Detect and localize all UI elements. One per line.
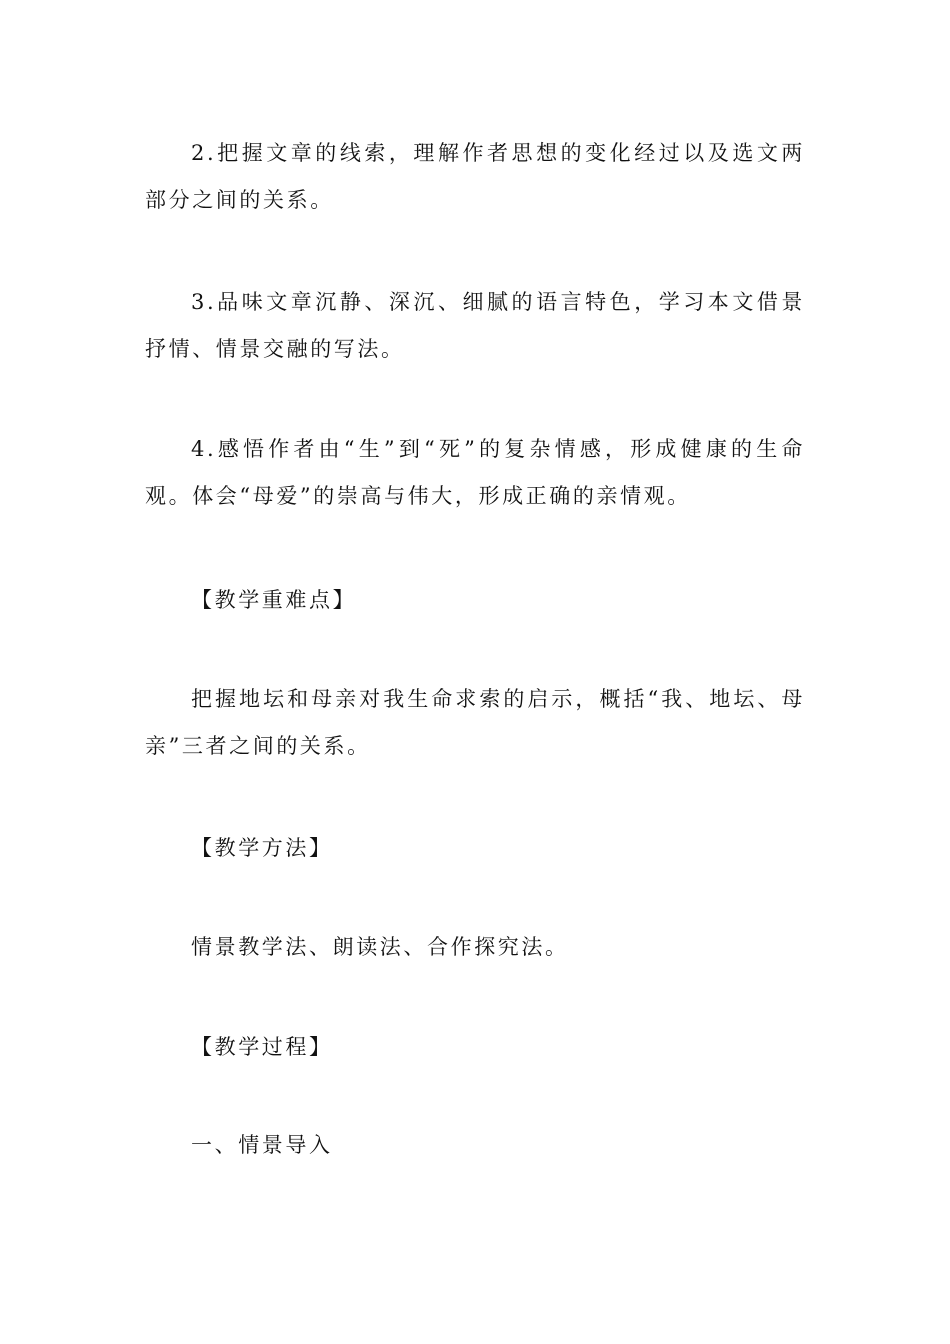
teaching-methods-paragraph: 情景教学法、朗读法、合作探究法。: [191, 935, 569, 959]
heading-teaching-process: 【教学过程】: [191, 1035, 333, 1059]
heading-key-points: 【教学重难点】: [191, 588, 357, 612]
objective-4-paragraph: 4.感悟作者由“生”到“死”的复杂情感，形成健康的生命观。体会“母爱”的崇高与伟大，形成正确的亲情观。: [145, 437, 805, 508]
heading-teaching-methods: 【教学方法】: [191, 836, 333, 860]
objective-2-paragraph: 2.把握文章的线索，理解作者思想的变化经过以及选文两部分之间的关系。: [145, 141, 805, 212]
objective-3-paragraph: 3.品味文章沉静、深沉、细腻的语言特色，学习本文借景抒情、情景交融的写法。: [145, 290, 805, 361]
process-step-1-heading: 一、情景导入: [191, 1133, 333, 1157]
key-points-paragraph: 把握地坛和母亲对我生命求索的启示，概括“我、地坛、母亲”三者之间的关系。: [145, 687, 805, 758]
